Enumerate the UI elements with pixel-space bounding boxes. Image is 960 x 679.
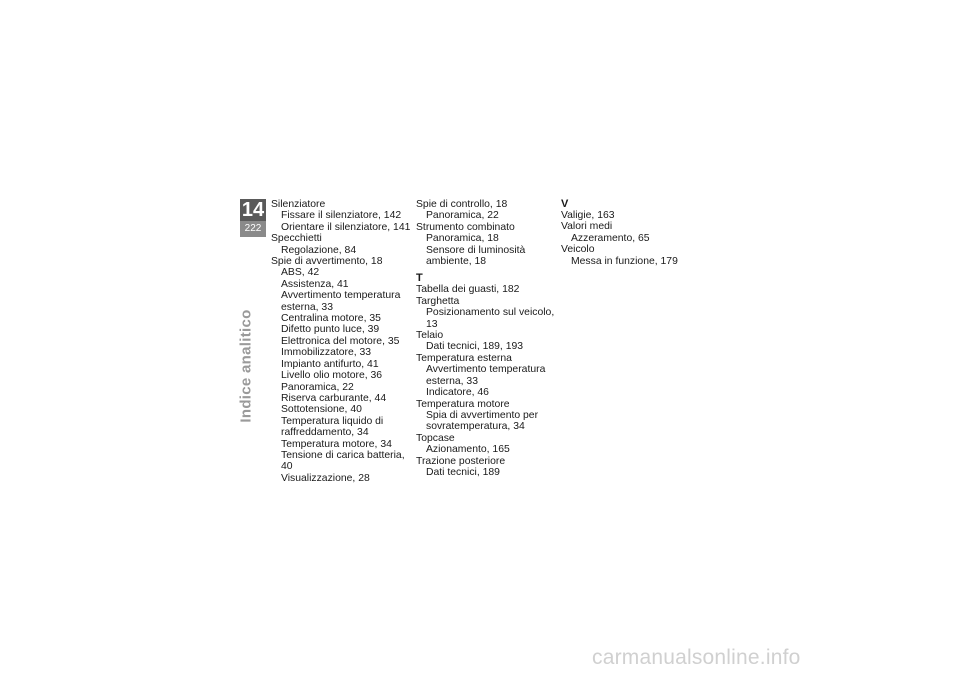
index-subentry: Sensore di luminosità bbox=[426, 244, 526, 256]
index-entry bbox=[416, 296, 556, 330]
index-term: Temperatura esterna bbox=[416, 352, 512, 364]
index-entry bbox=[271, 199, 411, 233]
index-entry bbox=[416, 284, 556, 295]
index-subentry: Dati tecnici, 189 bbox=[426, 466, 500, 478]
page-number: 222 bbox=[244, 223, 262, 234]
index-subentry: ABS, 42 bbox=[281, 267, 320, 279]
index-subentry: Livello olio motore, 36 bbox=[281, 370, 383, 382]
index-subentry: Panoramica, 22 bbox=[426, 210, 499, 222]
index-subentry: Assistenza, 41 bbox=[281, 278, 349, 290]
index-term: Spie di avvertimento, 18 bbox=[271, 256, 383, 268]
index-term: Valori medi bbox=[561, 221, 613, 233]
index-subentry: Visualizzazione, 28 bbox=[281, 472, 370, 484]
index-term: Temperatura motore bbox=[416, 398, 510, 410]
index-subentry: Posizionamento sul veicolo, 13 bbox=[426, 307, 555, 330]
index-subentry: Orientare il silenziatore, 141 bbox=[281, 221, 411, 233]
index-term: Silenziatore bbox=[271, 199, 326, 210]
chapter-tab bbox=[240, 199, 266, 237]
index-column-2 bbox=[416, 199, 556, 478]
index-subentry: Spia di avvertimento per bbox=[426, 409, 539, 421]
index-entry bbox=[271, 233, 411, 256]
index-subentry: Avvertimento temperatura bbox=[426, 364, 546, 376]
index-entry bbox=[416, 199, 556, 222]
index-subentry: Sottotensione, 40 bbox=[281, 404, 362, 416]
index-subentry: Difetto punto luce, 39 bbox=[281, 324, 380, 336]
index-subentry: Immobilizzatore, 33 bbox=[281, 347, 372, 359]
index-entry bbox=[271, 256, 411, 484]
index-term: Tabella dei guasti, 182 bbox=[416, 284, 520, 296]
index-entry bbox=[416, 433, 556, 456]
index-term: Specchietti bbox=[271, 233, 322, 245]
index-entry bbox=[561, 221, 701, 244]
index-term: Veicolo bbox=[561, 244, 595, 256]
index-subentry: Indicatore, 46 bbox=[426, 387, 489, 399]
index-subentry: Azionamento, 165 bbox=[426, 444, 510, 456]
index-term: Valigie, 163 bbox=[561, 210, 615, 221]
index-subentry: esterna, 33 bbox=[281, 301, 333, 313]
index-subentry: Centralina motore, 35 bbox=[281, 313, 381, 325]
index-entry bbox=[416, 456, 556, 479]
index-term: Telaio bbox=[416, 330, 444, 342]
chapter-number: 14 bbox=[241, 199, 265, 221]
index-subentry: Avvertimento temperatura bbox=[281, 290, 401, 302]
index-subentry: ambiente, 18 bbox=[426, 256, 487, 268]
index-subentry: Fissare il silenziatore, 142 bbox=[281, 210, 402, 222]
index-entry bbox=[561, 210, 701, 221]
index-subentry: sovratemperatura, 34 bbox=[426, 421, 525, 433]
index-entry bbox=[561, 244, 701, 267]
section-title: Indice analitico bbox=[237, 309, 255, 423]
index-subentry: Messa in funzione, 179 bbox=[571, 255, 678, 267]
index-subentry: Temperatura liquido di bbox=[281, 415, 384, 427]
index-subentry: Temperatura motore, 34 bbox=[281, 438, 392, 450]
index-column-3 bbox=[561, 199, 701, 267]
index-letter: T bbox=[416, 272, 423, 285]
index-entry bbox=[416, 222, 556, 268]
index-subentry: Tensione di carica batteria, 40 bbox=[281, 449, 405, 473]
index-term: Topcase bbox=[416, 432, 455, 444]
index-subentry: Elettronica del motore, 35 bbox=[281, 335, 400, 347]
index-subentry: Panoramica, 22 bbox=[281, 381, 354, 393]
index-subentry: Dati tecnici, 189, 193 bbox=[426, 341, 524, 353]
index-subentry: Azzeramento, 65 bbox=[571, 232, 650, 244]
index-term: Spie di controllo, 18 bbox=[416, 199, 508, 210]
index-term: Targhetta bbox=[416, 295, 460, 307]
index-subentry: raffreddamento, 34 bbox=[281, 427, 369, 439]
index-column-1 bbox=[271, 199, 411, 484]
index-subentry: Regolazione, 84 bbox=[281, 244, 357, 256]
index-subentry: esterna, 33 bbox=[426, 375, 478, 387]
index-subentry: Riserva carburante, 44 bbox=[281, 392, 387, 404]
watermark: carmanualsonline.info bbox=[592, 646, 801, 669]
index-entry bbox=[416, 353, 556, 399]
index-subentry: Panoramica, 18 bbox=[426, 233, 499, 245]
index-term: Strumento combinato bbox=[416, 221, 515, 233]
index-term: Trazione posteriore bbox=[416, 455, 506, 467]
index-entry bbox=[416, 399, 556, 433]
index-letter: V bbox=[561, 198, 569, 210]
index-entry bbox=[416, 330, 556, 353]
index-subentry: Impianto antifurto, 41 bbox=[281, 358, 379, 370]
